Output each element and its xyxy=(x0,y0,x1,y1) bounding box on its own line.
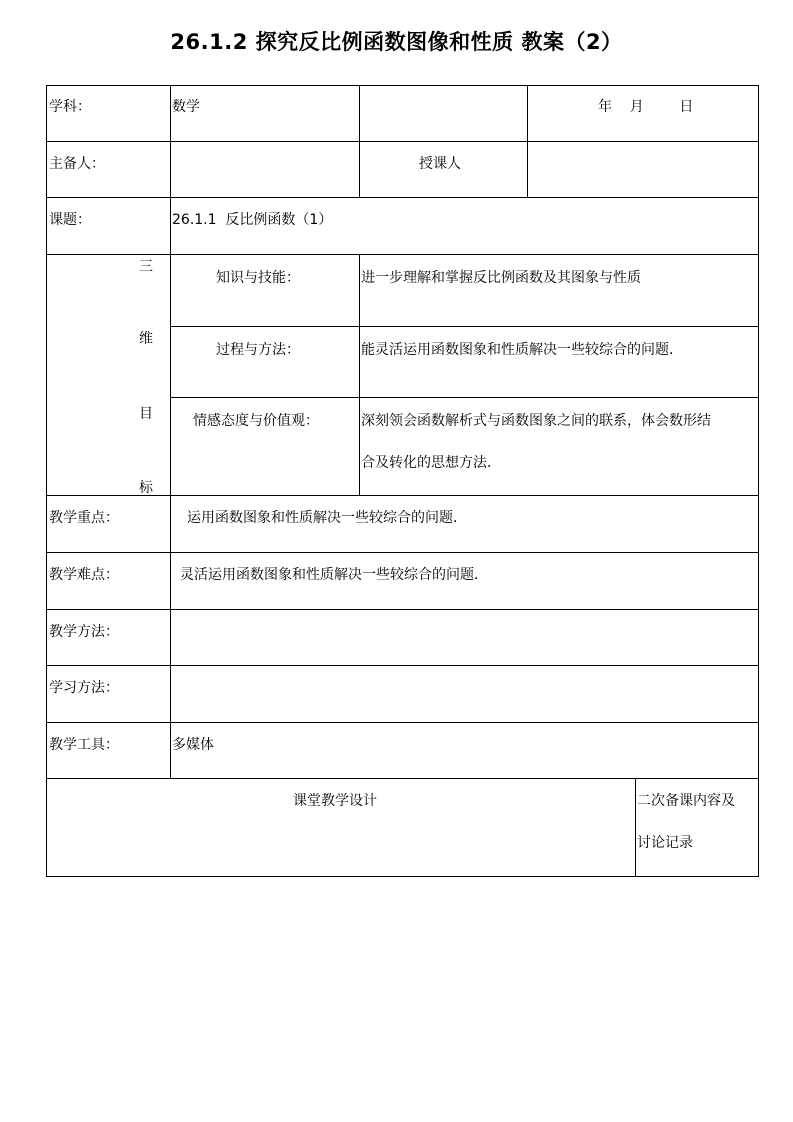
subject-value: 数学 xyxy=(172,99,200,115)
difficulty-value: 灵活运用函数图象和性质解决一些较综合的问题． xyxy=(180,567,488,583)
attitude-label: 情感态度与价值观： xyxy=(193,413,319,429)
teaching-method-label: 教学方法： xyxy=(49,624,119,640)
objectives-vertical-char: 维 xyxy=(139,331,153,347)
teaching-tools-label: 教学工具： xyxy=(49,737,119,753)
topic-value: 26.1.1 反比例函数（1） xyxy=(172,212,333,228)
objectives-vertical-char: 三 xyxy=(139,259,153,275)
process-text: 能灵活运用函数图象和性质解决一些较综合的问题． xyxy=(361,342,683,358)
difficulty-label: 教学难点： xyxy=(49,567,119,583)
teaching-tools-value: 多媒体 xyxy=(172,737,214,753)
key-point-label: 教学重点： xyxy=(49,510,119,526)
document-title: 26.1.2 探究反比例函数图像和性质 教案（2） xyxy=(170,30,623,54)
preparer-label: 主备人： xyxy=(49,156,105,172)
knowledge-label: 知识与技能： xyxy=(216,270,300,286)
key-point-value: 运用函数图象和性质解决一些较综合的问题． xyxy=(187,510,467,526)
topic-label: 课题： xyxy=(49,212,91,228)
learning-method-label: 学习方法： xyxy=(49,680,119,696)
teacher-label: 授课人 xyxy=(419,156,461,172)
process-label: 过程与方法： xyxy=(216,342,300,358)
classroom-design-label: 课堂教学设计 xyxy=(293,793,377,809)
attitude-text-line-2: 合及转化的思想方法． xyxy=(361,455,501,471)
objectives-vertical-char: 标 xyxy=(139,480,153,496)
objectives-vertical-char: 目 xyxy=(139,406,153,422)
attitude-text-line-1: 深刻领会函数解析式与函数图象之间的联系，体会数形结 xyxy=(361,413,711,429)
secondary-prep-label-line-1: 二次备课内容及 xyxy=(637,793,735,809)
secondary-prep-label-line-2: 讨论记录 xyxy=(637,835,693,851)
knowledge-text: 进一步理解和掌握反比例函数及其图象与性质 xyxy=(361,270,641,286)
subject-label: 学科： xyxy=(49,99,91,115)
date-text: 年 月 日 xyxy=(598,99,694,115)
